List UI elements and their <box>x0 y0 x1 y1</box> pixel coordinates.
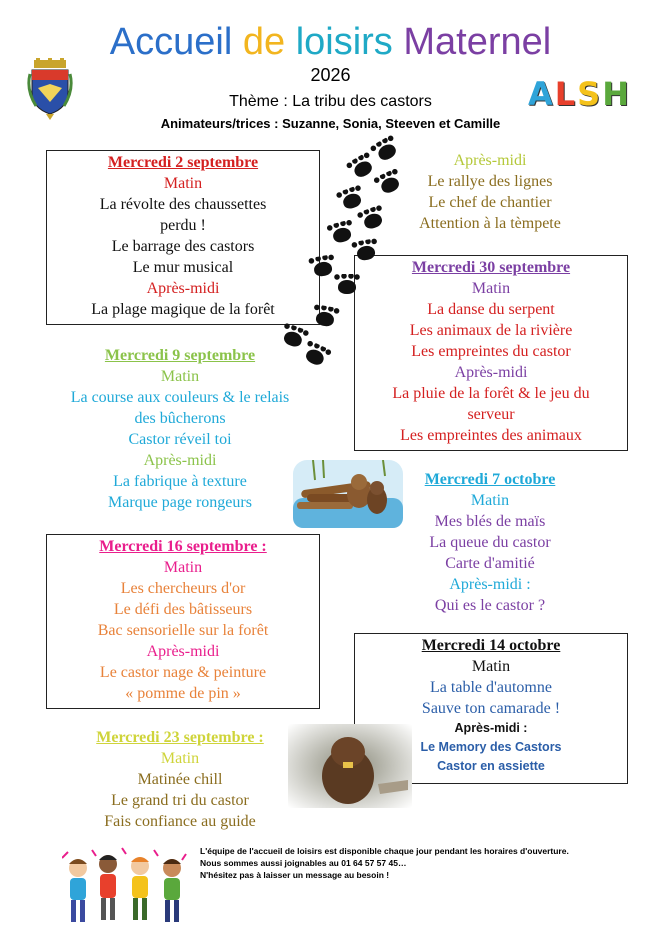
paw-print-icon <box>331 226 352 244</box>
year: 2026 <box>310 65 351 85</box>
activity-line: Qui es le castor ? <box>434 597 546 614</box>
activity-line: Après-midi <box>146 643 220 660</box>
activity-line: Matinée chill <box>137 771 223 788</box>
activity-line: Matin <box>471 658 511 675</box>
session-sep-23 <box>60 727 300 832</box>
paw-print-icon <box>313 261 333 278</box>
footer-line-1: L'équipe de l'accueil de loisirs est disponible chaque jour pendant les horaires d'ouverture. <box>200 846 569 856</box>
paw-print-icon <box>338 280 356 294</box>
activity-line: La révolte des chaussettes <box>99 196 267 213</box>
paw-print-icon <box>352 158 375 179</box>
activity-line: La table d'automne <box>430 679 552 696</box>
activity-line: Les animaux de la rivière <box>409 322 573 339</box>
session-sep-30 <box>354 255 628 451</box>
activity-line: Le défi des bâtisseurs <box>113 601 253 618</box>
page-title <box>0 20 661 64</box>
afternoon-label: Après-midi : <box>454 721 528 735</box>
paw-print-icon <box>362 211 384 230</box>
activity-line: La danse du serpent <box>427 301 555 318</box>
activity-line: La plage magique de la forêt <box>91 301 275 318</box>
activity-line: Mes blés de maïs <box>434 513 546 530</box>
activity-line: Sauve ton camarade ! <box>421 700 561 717</box>
activity-line: Fais confiance au guide <box>104 813 256 830</box>
day-heading: Mercredi 2 septembre <box>107 154 259 171</box>
title-word: loisirs <box>295 21 393 63</box>
activity-line: Matin <box>160 750 200 767</box>
activity-line: La fabrique à texture <box>113 473 247 490</box>
activity-line: serveur <box>467 406 515 423</box>
session-sep-9 <box>40 345 320 513</box>
day-heading: Mercredi 9 septembre <box>104 347 256 364</box>
activity-line: Matin <box>163 175 203 192</box>
activity-line: Après-midi <box>453 152 527 169</box>
activity-line: La course aux couleurs & le relais <box>70 389 290 406</box>
session-oct-7 <box>400 469 580 616</box>
day-heading: Mercredi 16 septembre : <box>99 538 267 555</box>
alsh-letter: H <box>602 75 631 113</box>
activity-line: Après-midi <box>143 452 217 469</box>
activity-line: Après-midi <box>454 364 528 381</box>
footer-line-2: Nous sommes aussi joignables au 01 64 57 57 45… <box>200 858 407 868</box>
alsh-letter: A <box>528 75 555 113</box>
day-heading: Mercredi 30 septembre <box>411 259 571 276</box>
alsh-logo <box>528 74 648 114</box>
footer-line-3: N'hésitez pas à laisser un message au besoin ! <box>200 870 390 880</box>
animators: Animateurs/trices : Suzanne, Sonia, Steeven et Camille <box>160 116 501 131</box>
activity-line: Le rallye des lignes <box>427 173 553 190</box>
activity-line: Le barrage des castors <box>111 238 255 255</box>
town-crest-logo <box>26 58 74 120</box>
day-heading: Mercredi 14 octobre <box>421 637 561 654</box>
session-sep-16 <box>46 534 320 709</box>
activity-line: Les chercheurs d'or <box>120 580 246 597</box>
activity-line: La pluie de la forêt & le jeu du <box>392 385 590 402</box>
activity-line: Matin <box>471 280 511 297</box>
title-word: Maternel <box>403 21 552 63</box>
activity-line: des bûcherons <box>134 410 226 427</box>
activity-line: Le grand tri du castor <box>111 792 249 809</box>
activity-line: Matin <box>163 559 203 576</box>
alsh-letter: L <box>554 75 578 113</box>
activity-line: Bac sensorielle sur la forêt <box>97 622 269 639</box>
activity-line: Après-midi : <box>449 576 531 593</box>
activity-line: Les empreintes du castor <box>411 343 571 360</box>
title-word: de <box>242 21 286 63</box>
paw-print-icon <box>341 191 363 210</box>
activity-line: Le chef de chantier <box>428 194 552 211</box>
day-heading: Mercredi 23 septembre : <box>96 729 264 746</box>
activity-line: perdu ! <box>160 217 206 234</box>
activity-line: Matin <box>470 492 510 509</box>
activity-line: Marque page rongeurs <box>108 494 252 511</box>
activity-line: Après-midi <box>146 280 220 297</box>
activity-line: Castor réveil toi <box>128 431 232 448</box>
session-sep-2-afternoon <box>390 150 590 234</box>
activity-line: Carte d'amitié <box>445 555 535 572</box>
footer-note <box>200 845 620 881</box>
activity-line: Le castor nage & peinture <box>99 664 267 681</box>
children-illustration <box>62 846 190 930</box>
day-heading: Mercredi 7 octobre <box>424 471 556 488</box>
activity-line: Attention à la tèmpete <box>419 215 561 232</box>
theme: Thème : La tribu des castors <box>229 93 432 110</box>
activity-line: « pomme de pin » <box>125 685 241 702</box>
activity-line: La queue du castor <box>429 534 551 551</box>
activity-line: Le mur musical <box>132 259 234 276</box>
session-sep-2 <box>46 150 320 325</box>
activity-line: Castor en assiette <box>437 759 545 773</box>
beaver-dam-illustration <box>293 460 403 528</box>
activity-line: Les empreintes des animaux <box>400 427 582 444</box>
beaver-photo <box>288 724 412 808</box>
title-word: Accueil <box>109 21 233 63</box>
alsh-letter: S <box>577 75 603 113</box>
activity-line: Le Memory des Castors <box>420 740 562 754</box>
activity-line: Matin <box>160 368 200 385</box>
